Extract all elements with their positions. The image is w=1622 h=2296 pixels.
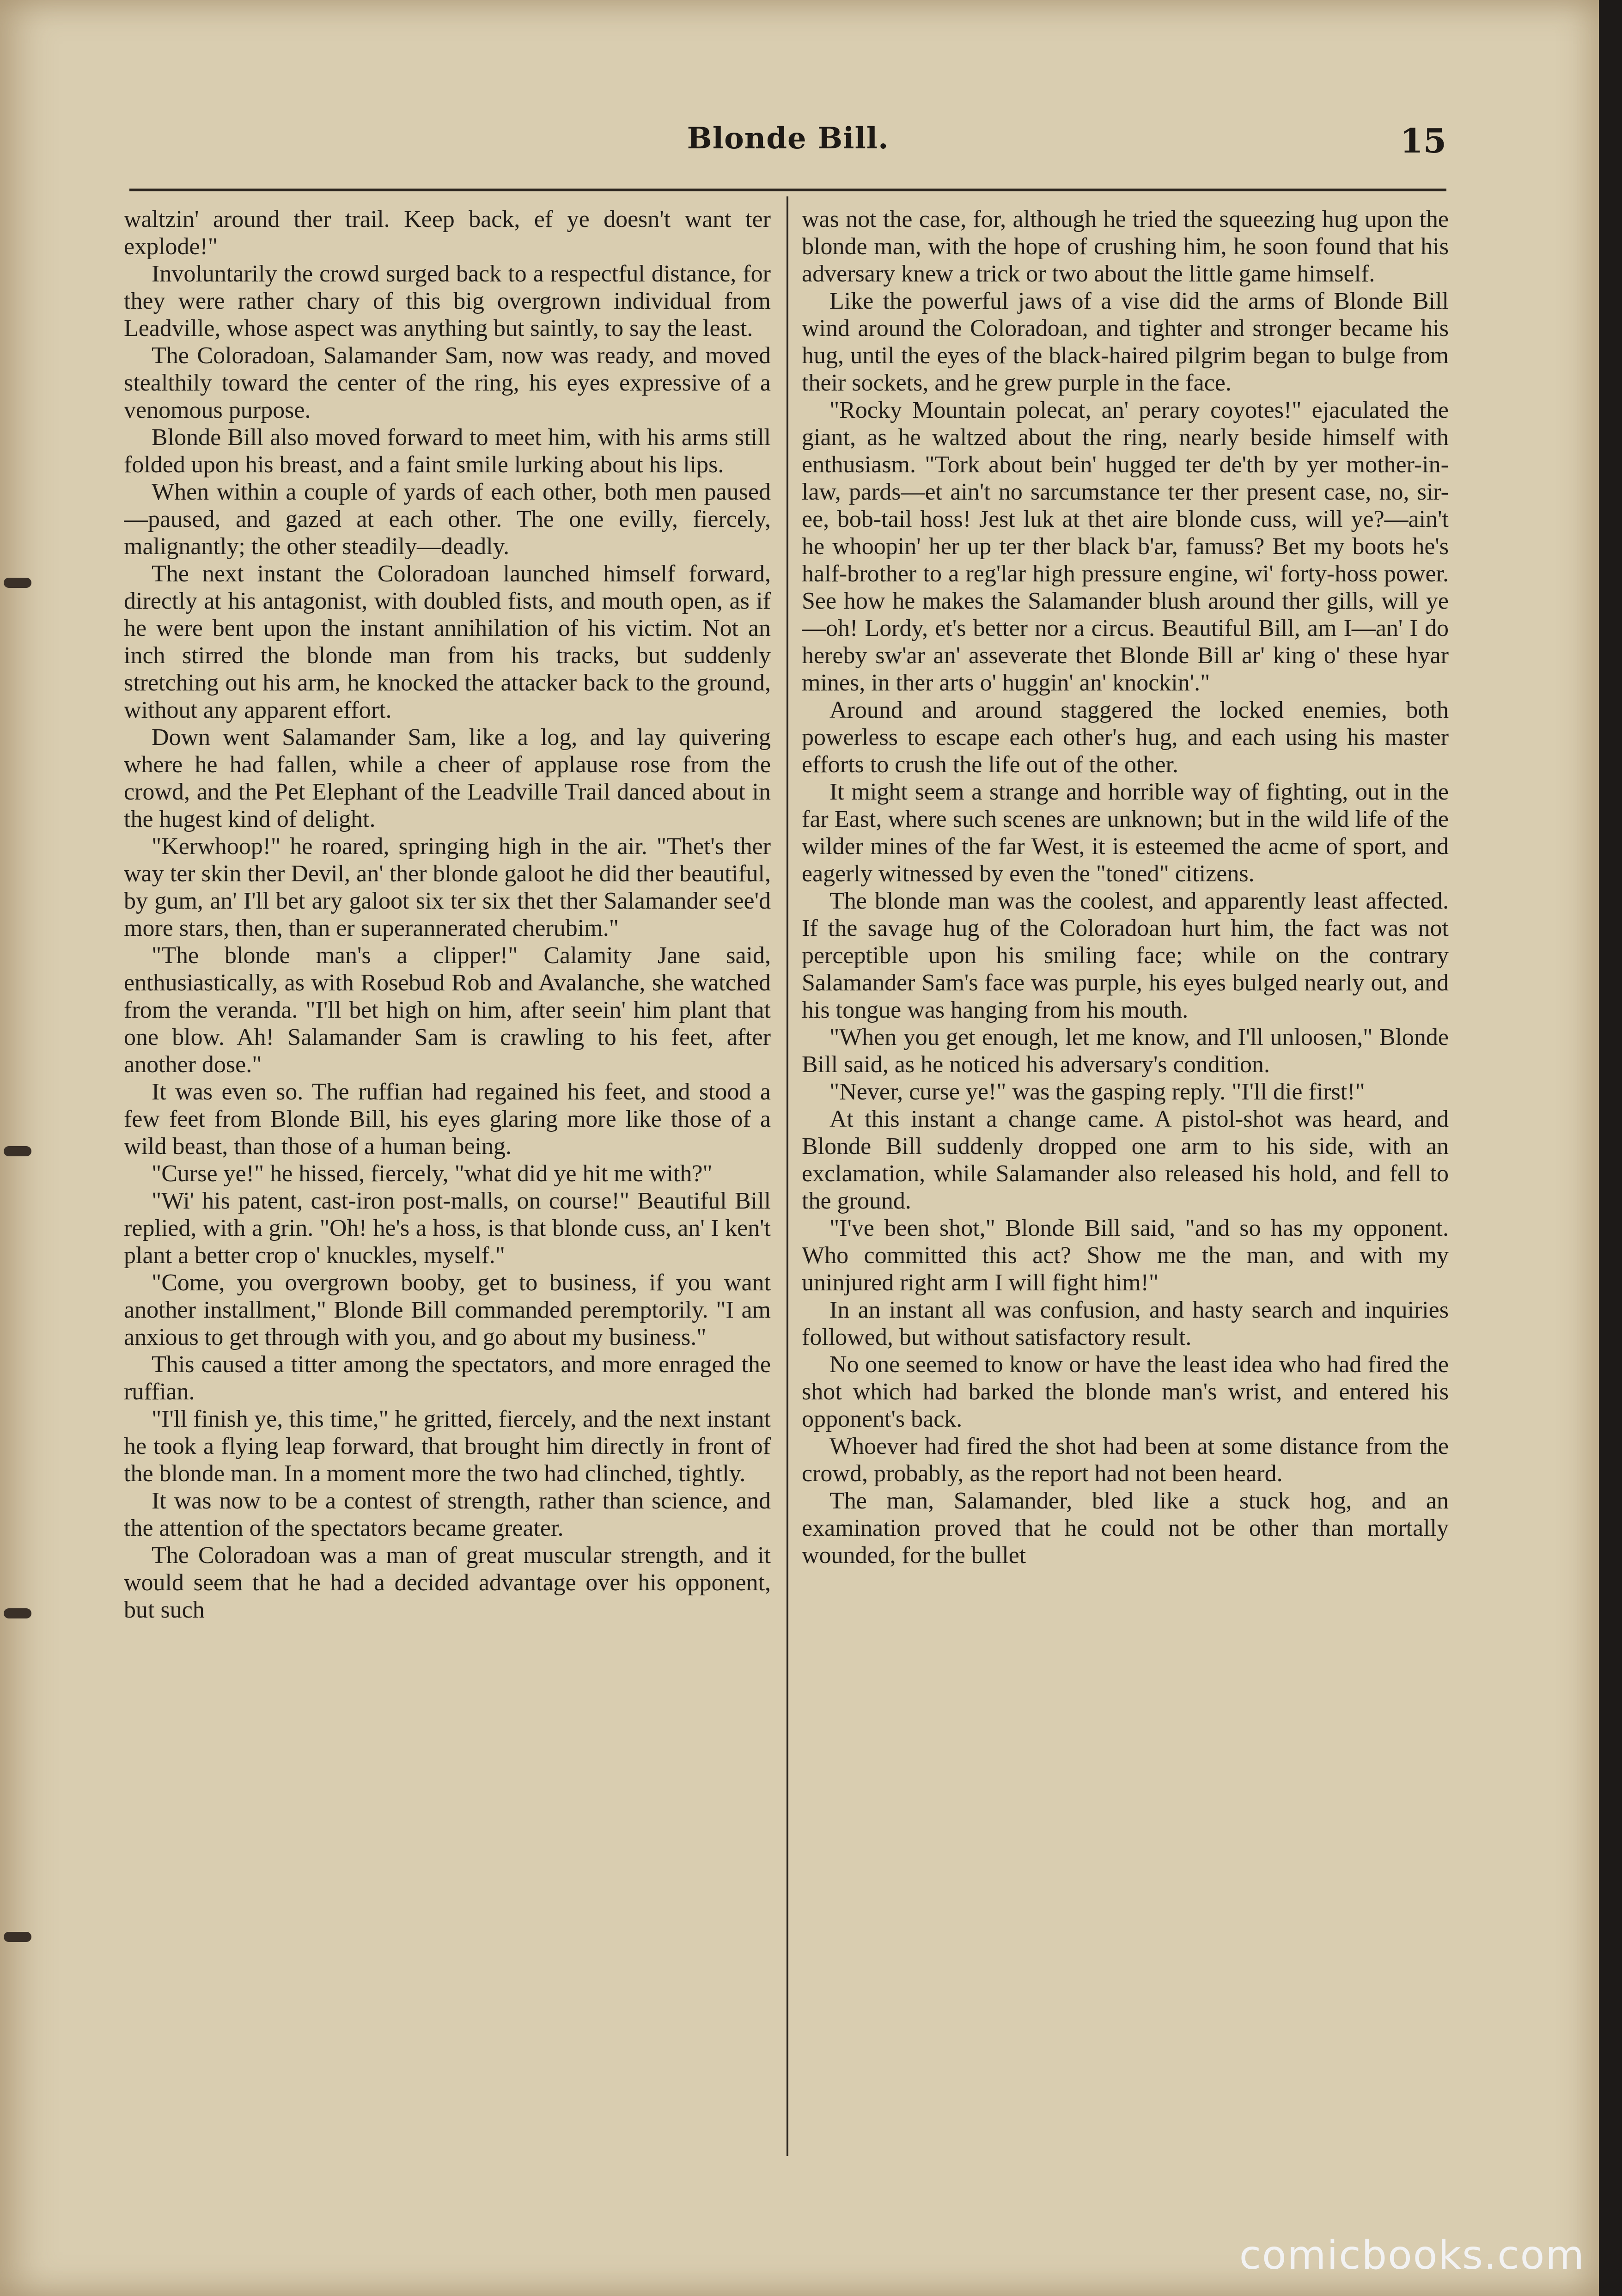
paragraph: was not the case, for, although he tried the squeezing hug upon the blonde man, with the hope of crushing him, he soon found that his adversary knew a trick or two about the little game himself.: [802, 206, 1449, 287]
paragraph: Down went Salamander Sam, like a log, and lay quivering where he had fallen, while a cheer of applause rose from the crowd, and the Pet Elephant of the Leadville Trail danced about in the hugest kind of delight.: [124, 724, 771, 832]
paragraph: In an instant all was confusion, and hasty search and inquiries followed, but without satisfactory result.: [802, 1297, 1449, 1350]
paragraph: The Coloradoan was a man of great muscular strength, and it would seem that he had a decided advantage over his opponent, but such: [124, 1542, 771, 1623]
left-column: [124, 206, 771, 2161]
paragraph: Blonde Bill also moved forward to meet him, with his arms still folded upon his breast, and a faint smile lurking about his lips.: [124, 424, 771, 478]
page-number: 15: [1400, 121, 1446, 160]
paragraph: No one seemed to know or have the least idea who had fired the shot which had barked the blonde man's wrist, and entered his opponent's back.: [802, 1351, 1449, 1432]
binding-stitch: [4, 1932, 31, 1942]
paragraph: "Come, you overgrown booby, get to business, if you want another installment," Blonde Bill commanded peremptorily. "I am anxious to get through with you, and go about my business.": [124, 1270, 771, 1350]
binding-stitch: [4, 1146, 31, 1156]
paragraph: It might seem a strange and horrible way of fighting, out in the far East, where such scenes are unknown; but in the wild life of the wilder mines of the far West, it is esteemed the acme of sport, and eagerly witnessed by even the "toned" citizens.: [802, 779, 1449, 887]
binding-stitch: [4, 1608, 31, 1618]
paragraph: "The blonde man's a clipper!" Calamity Jane said, enthusiastically, as with Rosebud Rob and Avalanche, she watched from the veranda. "I'll bet high on him, after seein' him plant that one blow. Ah! Salamander Sam is crawling to his feet, after another dose.": [124, 942, 771, 1078]
header-rule: [129, 189, 1446, 191]
paragraph: The blonde man was the coolest, and apparently least affected. If the savage hug of the Coloradoan hurt him, the fact was not perceptible upon his smiling face; while on the contrary Salamander Sam's face was purple, his eyes bulged nearly out, and his tongue was hanging from his mouth.: [802, 888, 1449, 1023]
paragraph: The man, Salamander, bled like a stuck hog, and an examination proved that he could not be other than mortally wounded, for the bullet: [802, 1488, 1449, 1569]
paragraph: waltzin' around ther trail. Keep back, ef ye doesn't want ter explode!": [124, 206, 771, 260]
paragraph: The Coloradoan, Salamander Sam, now was ready, and moved stealthily toward the center of the ring, his eyes expressive of a venomous purpose.: [124, 342, 771, 423]
paragraph: "I've been shot," Blonde Bill said, "and so has my opponent. Who committed this act? Show me the man, and with my uninjured right arm I will fight him!": [802, 1215, 1449, 1296]
page-header: [129, 121, 1446, 163]
paragraph: Whoever had fired the shot had been at some distance from the crowd, probably, as the report had not been heard.: [802, 1433, 1449, 1487]
paragraph: When within a couple of yards of each other, both men paused—paused, and gazed at each other. The one evilly, fiercely, malignantly; the other steadily—deadly.: [124, 479, 771, 560]
paragraph: "Never, curse ye!" was the gasping reply. "I'll die first!": [829, 1079, 1365, 1105]
paragraph: "Curse ye!" he hissed, fiercely, "what did ye hit me with?": [152, 1160, 713, 1187]
column-divider: [787, 196, 788, 2156]
watermark: comicbooks.com: [1239, 2232, 1585, 2278]
running-title: Blonde Bill.: [687, 121, 889, 156]
paragraph: "When you get enough, let me know, and I'll unloosen," Blonde Bill said, as he noticed his adversary's condition.: [802, 1024, 1449, 1078]
paragraph: Like the powerful jaws of a vise did the arms of Blonde Bill wind around the Coloradoan, and tighter and stronger became his hug, until the eyes of the black-haired pilgrim began to bulge from their sockets, and he grew purple in the face.: [802, 288, 1449, 396]
paragraph: "Rocky Mountain polecat, an' perary coyotes!" ejaculated the giant, as he waltzed about the ring, nearly beside himself with enthusiasm. "Tork about bein' hugged ter de'th by yer mother-in-law, pards—et ain't no sarcumstance ter ther present case, no, sir-ee, bob-tail hoss! Jest luk at thet aire blonde cuss, will ye?—ain't he whoopin' her up ter ther black b'ar, famuss? Bet my boots he's half-brother to a reg'lar high pressure engine, wi' forty-hoss power. See how he makes the Salamander blush around ther gills, will ye—oh! Lordy, et's better nor a circus. Beautiful Bill, am I—an' I do hereby sw'ar an' asseverate thet Blonde Bill ar' king o' these hyar mines, in ther arts o' huggin' an' knockin'.": [802, 397, 1449, 696]
right-column: [802, 206, 1449, 2161]
binding-stitch: [4, 578, 31, 588]
paragraph: "I'll finish ye, this time," he gritted, fiercely, and the next instant he took a flying leap forward, that brought him directly in front of the blonde man. In a moment more the two had clinched, tightly.: [124, 1406, 771, 1487]
paragraph: Involuntarily the crowd surged back to a respectful distance, for they were rather chary of this big overgrown individual from Leadville, whose aspect was anything but saintly, to say the least.: [124, 261, 771, 342]
paragraph: This caused a titter among the spectators, and more enraged the ruffian.: [124, 1351, 771, 1405]
paragraph: "Kerwhoop!" he roared, springing high in the air. "Thet's ther way ter skin ther Devil, an' ther blonde galoot he did ther beautiful, by gum, an' I'll bet ary galoot six ter six thet ther Salamander see'd more stars, then, than er superannerated cherubim.": [124, 833, 771, 941]
paragraph: The next instant the Coloradoan launched himself forward, directly at his antagonist, with doubled fists, and mouth open, as if he were bent upon the instant annihilation of his victim. Not an inch stirred the blonde man from his tracks, but suddenly stretching out his arm, he knocked the attacker back to the ground, without any apparent effort.: [124, 561, 771, 723]
paragraph: It was now to be a contest of strength, rather than science, and the attention of the spectators became greater.: [124, 1488, 771, 1541]
paragraph: It was even so. The ruffian had regained his feet, and stood a few feet from Blonde Bill, his eyes glaring more like those of a wild beast, than those of a human being.: [124, 1079, 771, 1160]
paragraph: "Wi' his patent, cast-iron post-malls, on course!" Beautiful Bill replied, with a grin. "Oh! he's a hoss, is that blonde cuss, an' I ken't plant a better crop o' knuckles, myself.": [124, 1188, 771, 1269]
paragraph: At this instant a change came. A pistol-shot was heard, and Blonde Bill suddenly dropped one arm to his side, with an exclamation, while Salamander also released his hold, and fell to the ground.: [802, 1106, 1449, 1214]
paragraph: Around and around staggered the locked enemies, both powerless to escape each other's hug, and each using his master efforts to crush the life out of the other.: [802, 697, 1449, 778]
